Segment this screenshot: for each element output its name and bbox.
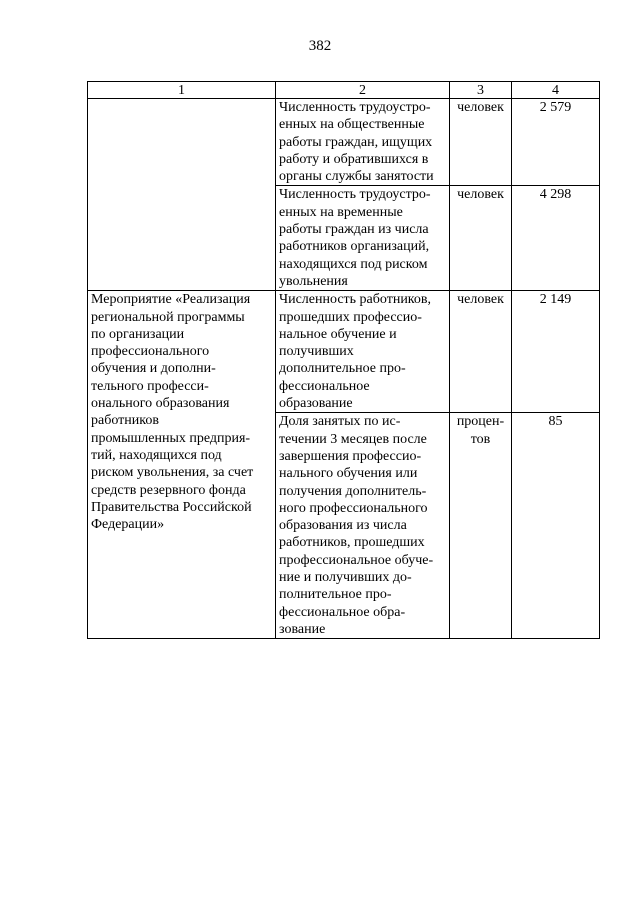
page-number: 382 bbox=[308, 38, 332, 54]
value-cell: 85 bbox=[512, 413, 600, 639]
unit-cell: человек bbox=[450, 291, 512, 413]
table-row bbox=[88, 99, 600, 186]
program-indicators-table bbox=[87, 81, 600, 639]
empty-event-cell bbox=[88, 99, 276, 291]
value-cell: 2 149 bbox=[512, 291, 600, 413]
value-cell: 4 298 bbox=[512, 186, 600, 291]
table-row bbox=[88, 291, 600, 413]
unit-cell: человек bbox=[450, 99, 512, 186]
header-col-1: 1 bbox=[88, 82, 276, 99]
unit-cell: человек bbox=[450, 186, 512, 291]
header-row bbox=[88, 82, 600, 99]
indicator-cell: Численность работников, прошедших профессио- нальное обучение и получивших дополнительное про- фессиональное образование bbox=[276, 291, 450, 413]
header-col-2: 2 bbox=[276, 82, 450, 99]
unit-cell: процен- тов bbox=[450, 413, 512, 639]
value-cell: 2 579 bbox=[512, 99, 600, 186]
header-col-4: 4 bbox=[512, 82, 600, 99]
indicator-cell: Численность трудоустро- енных на временные работы граждан из числа работников организаций, находящихся под риском увольнения bbox=[276, 186, 450, 291]
header-col-3: 3 bbox=[450, 82, 512, 99]
event-name-cell: Мероприятие «Реализация региональной программы по организации профессионального обучения и дополни- тельного професси- онального образования работников промышленных предприя- тий, находящихся под риском увольнения, за счет средств резервного фонда Правительства Российской Федерации» bbox=[88, 291, 276, 639]
indicator-cell: Численность трудоустро- енных на общественные работы граждан, ищущих работу и обратившихся в органы службы занятости bbox=[276, 99, 450, 186]
indicator-cell: Доля занятых по ис- течении 3 месяцев после завершения профессио- нального обучения или получения дополнитель- ного профессионального образования из числа работников, прошедших профессиональное обуче- ние и получивших до- полнительное про- фессиональное обра- зование bbox=[276, 413, 450, 639]
